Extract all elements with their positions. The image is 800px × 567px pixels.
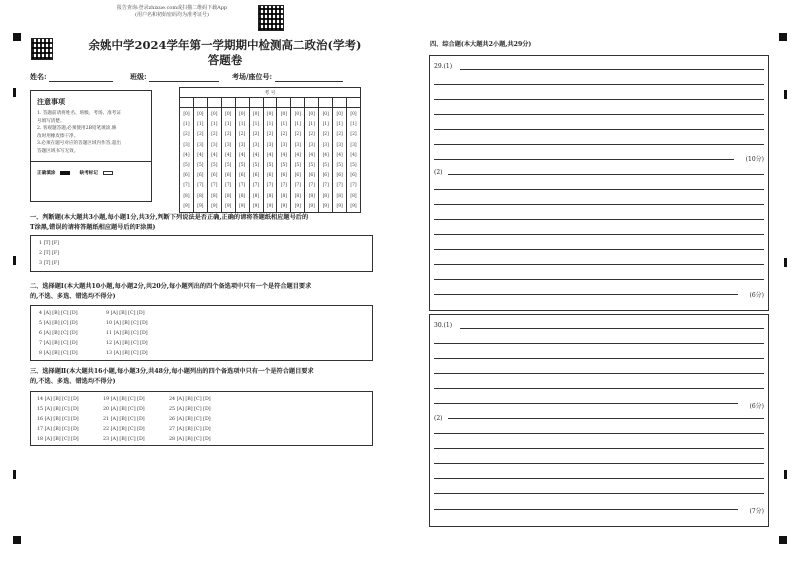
exam-digit-bubble[interactable]: [3] — [225, 142, 232, 148]
exam-digit-bubble[interactable]: [7] — [197, 183, 204, 189]
answer-line[interactable] — [434, 219, 764, 220]
choice-row[interactable]: 16 [A] [B] [C] [D] — [37, 417, 79, 422]
notes-item: 答题区域书写无效。 — [37, 148, 79, 154]
exam-digit-bubble[interactable]: [2] — [280, 132, 288, 138]
exam-digit-bubble[interactable]: [6] — [350, 173, 357, 179]
seat-field[interactable] — [275, 73, 343, 82]
qr-code-icon — [31, 38, 53, 60]
exam-digit-bubble[interactable]: [7] — [225, 183, 232, 189]
q29-label: 29.(1) — [434, 63, 453, 70]
mark-example-row — [37, 170, 121, 176]
exam-digit-bubble[interactable]: [8] — [211, 193, 218, 199]
choice-row[interactable]: 10 [A] [B] [C] [D] — [106, 321, 148, 326]
exam-number-write-cell[interactable] — [235, 98, 249, 108]
registration-mark — [13, 88, 16, 97]
choice-row[interactable]: 8 [A] [B] [C] [D] — [39, 351, 78, 356]
exam-number-write-cell[interactable] — [333, 98, 347, 108]
q30-part2-label: (2) — [434, 415, 443, 422]
q29-answer-box — [429, 55, 769, 311]
exam-digit-bubble[interactable]: [8] — [350, 193, 357, 199]
choice-row[interactable]: 13 [A] [B] [C] [D] — [106, 351, 148, 356]
exam-digit-bubble[interactable]: [5] — [336, 163, 343, 169]
exam-digit-bubble[interactable]: [8] — [280, 193, 288, 199]
exam-number-digit-column — [291, 108, 305, 213]
exam-digit-bubble[interactable]: [0] — [266, 112, 274, 117]
answer-line[interactable] — [434, 159, 734, 160]
exam-digit-bubble[interactable]: [9] — [308, 203, 315, 209]
exam-digit-bubble[interactable]: [7] — [280, 183, 288, 189]
notes-divider — [31, 161, 151, 162]
exam-digit-bubble[interactable]: [7] — [308, 183, 315, 189]
exam-number-digit-column — [305, 108, 319, 213]
answer-line[interactable] — [434, 448, 764, 449]
exam-digit-bubble[interactable]: [1] — [336, 122, 343, 128]
choice-row[interactable]: 19 [A] [B] [C] [D] — [103, 397, 145, 402]
exam-digit-bubble[interactable]: [4] — [252, 152, 260, 158]
seat-field-row — [232, 72, 343, 82]
exam-digit-bubble[interactable]: [4] — [197, 152, 204, 158]
exam-digit-bubble[interactable]: [3] — [197, 142, 204, 148]
registration-mark — [784, 258, 787, 267]
exam-digit-bubble[interactable]: [8] — [183, 193, 190, 199]
exam-digit-bubble[interactable]: [1] — [239, 122, 246, 128]
filled-mark-icon — [60, 171, 70, 175]
choice-row[interactable]: 23 [A] [B] [C] [D] — [103, 437, 145, 442]
exam-number-write-cell[interactable] — [277, 98, 291, 108]
exam-number-header: 考 号 — [180, 88, 361, 98]
exam-digit-bubble[interactable]: [0] — [350, 112, 357, 117]
registration-mark — [13, 536, 21, 544]
notes-item: 改时用橡皮擦干净。 — [37, 133, 79, 139]
choice-row[interactable]: 22 [A] [B] [C] [D] — [103, 427, 145, 432]
notes-item: 3.必须在题号对应的答题区域内作答,超出 — [37, 141, 121, 146]
exam-digit-bubble[interactable]: [2] — [197, 132, 204, 138]
report-notice-line1: 报告查询:登录zhixue.com或扫描二维码下载App — [116, 5, 228, 11]
registration-mark — [784, 470, 787, 479]
tf-row[interactable]: 2 [T] [F] — [39, 251, 60, 256]
exam-digit-bubble[interactable]: [5] — [294, 163, 301, 169]
exam-digit-bubble[interactable]: [5] — [266, 163, 274, 169]
choice-row[interactable]: 27 [A] [B] [C] [D] — [169, 427, 211, 432]
answer-line[interactable] — [434, 99, 764, 100]
section3-title — [30, 367, 372, 386]
exam-digit-bubble[interactable]: [1] — [225, 122, 232, 128]
exam-digit-bubble[interactable]: [4] — [266, 152, 274, 158]
exam-digit-bubble[interactable]: [4] — [294, 152, 301, 158]
answer-line[interactable] — [434, 403, 738, 404]
exam-number-digit-column — [180, 108, 194, 213]
choice-row[interactable]: 7 [A] [B] [C] [D] — [39, 341, 78, 346]
exam-digit-bubble[interactable]: [1] — [322, 122, 329, 128]
qr-code-icon — [258, 5, 284, 31]
answer-line[interactable] — [434, 478, 764, 479]
exam-digit-bubble[interactable]: [5] — [322, 163, 329, 169]
answer-line[interactable] — [434, 433, 764, 434]
registration-mark — [13, 470, 16, 479]
exam-digit-bubble[interactable]: [7] — [266, 183, 274, 189]
answer-line[interactable] — [434, 463, 764, 464]
exam-digit-bubble[interactable]: [4] — [183, 152, 190, 158]
exam-digit-bubble[interactable]: [8] — [252, 193, 260, 199]
exam-digit-bubble[interactable]: [6] — [280, 173, 288, 179]
exam-digit-bubble[interactable]: [3] — [350, 142, 357, 148]
q30-part1-score: (6分) — [749, 403, 764, 410]
q30-label: 30.(1) — [434, 322, 453, 329]
exam-digit-bubble[interactable]: [1] — [266, 122, 274, 128]
exam-digit-bubble[interactable]: [0] — [252, 112, 260, 117]
exam-digit-bubble[interactable]: [0] — [239, 112, 246, 117]
exam-digit-bubble[interactable]: [7] — [294, 183, 301, 189]
notes-item: 号填写清楚。 — [37, 118, 65, 124]
choice-row[interactable]: 26 [A] [B] [C] [D] — [169, 417, 211, 422]
section1-title-line2: T涂黑,错误的请将答题纸相应题号后的F涂黑) — [30, 223, 156, 231]
exam-digit-bubble[interactable]: [3] — [252, 142, 260, 148]
exam-digit-bubble[interactable]: [4] — [322, 152, 329, 158]
exam-digit-bubble[interactable]: [0] — [225, 112, 232, 117]
exam-digit-bubble[interactable]: [8] — [294, 193, 301, 199]
exam-digit-bubble[interactable]: [6] — [211, 173, 218, 179]
choice-row[interactable]: 12 [A] [B] [C] [D] — [106, 341, 148, 346]
answer-line[interactable] — [448, 418, 764, 419]
exam-digit-bubble[interactable]: [0] — [294, 112, 301, 117]
exam-digit-bubble[interactable]: [3] — [183, 142, 190, 148]
exam-digit-bubble[interactable]: [4] — [225, 152, 232, 158]
exam-digit-bubble[interactable]: [7] — [336, 183, 343, 189]
exam-digit-bubble[interactable]: [2] — [183, 132, 190, 138]
choice-row[interactable]: 6 [A] [B] [C] [D] — [39, 331, 78, 336]
exam-digit-bubble[interactable]: [1] — [252, 122, 260, 128]
exam-number-digit-column — [333, 108, 347, 213]
choice-row[interactable]: 15 [A] [B] [C] [D] — [37, 407, 79, 412]
exam-digit-bubble[interactable]: [5] — [280, 163, 288, 169]
exam-digit-bubble[interactable]: [7] — [350, 183, 357, 189]
exam-number-digit-column — [235, 108, 249, 213]
page-title — [80, 38, 370, 68]
exam-digit-bubble[interactable]: [8] — [266, 193, 274, 199]
exam-digit-bubble[interactable]: [2] — [336, 132, 343, 138]
exam-digit-bubble[interactable]: [8] — [336, 193, 343, 199]
registration-mark — [784, 90, 787, 99]
exam-digit-bubble[interactable]: [9] — [183, 203, 190, 209]
exam-number-write-cell[interactable] — [221, 98, 235, 108]
report-notice-line2: (用户名和初始密码均为准考证号) — [135, 12, 209, 18]
exam-number-write-cell[interactable] — [193, 98, 207, 108]
q30-part2-score: (7分) — [749, 508, 764, 515]
exam-digit-bubble[interactable]: [7] — [252, 183, 260, 189]
choice-row[interactable]: 25 [A] [B] [C] [D] — [169, 407, 211, 412]
exam-digit-bubble[interactable]: [7] — [211, 183, 218, 189]
answer-line[interactable] — [434, 204, 764, 205]
exam-number-write-cell[interactable] — [347, 98, 361, 108]
exam-digit-bubble[interactable]: [4] — [308, 152, 315, 158]
exam-digit-bubble[interactable]: [4] — [239, 152, 246, 158]
answer-line[interactable] — [434, 388, 764, 389]
exam-digit-bubble[interactable]: [3] — [211, 142, 218, 148]
registration-mark — [13, 33, 21, 41]
answer-line[interactable] — [434, 264, 764, 265]
exam-digit-bubble[interactable]: [0] — [211, 112, 218, 117]
exam-digit-bubble[interactable]: [9] — [294, 203, 301, 209]
exam-digit-bubble[interactable]: [5] — [225, 163, 232, 169]
name-field[interactable] — [49, 73, 113, 82]
exam-digit-bubble[interactable]: [7] — [322, 183, 329, 189]
choice-row[interactable]: 14 [A] [B] [C] [D] — [37, 397, 79, 402]
exam-digit-bubble[interactable]: [0] — [280, 112, 288, 117]
exam-digit-bubble[interactable]: [3] — [322, 142, 329, 148]
seat-label: 考场/座位号: — [232, 72, 273, 81]
exam-digit-bubble[interactable]: [9] — [197, 203, 204, 209]
exam-digit-bubble[interactable]: [4] — [211, 152, 218, 158]
section3-answer-box — [30, 391, 373, 446]
exam-digit-bubble[interactable]: [6] — [239, 173, 246, 179]
section2-title — [30, 282, 372, 301]
exam-number-write-cell[interactable] — [180, 98, 194, 108]
exam-digit-bubble[interactable]: [9] — [211, 203, 218, 209]
choice-row[interactable]: 18 [A] [B] [C] [D] — [37, 437, 79, 442]
exam-digit-bubble[interactable]: [0] — [197, 112, 204, 117]
answer-line[interactable] — [434, 294, 738, 295]
exam-digit-bubble[interactable]: [9] — [336, 203, 343, 209]
exam-digit-bubble[interactable]: [5] — [239, 163, 246, 169]
exam-number-digit-column — [207, 108, 221, 213]
exam-digit-bubble[interactable]: [2] — [322, 132, 329, 138]
registration-mark — [779, 536, 787, 544]
choice-row[interactable]: 4 [A] [B] [C] [D] — [39, 311, 78, 316]
exam-digit-bubble[interactable]: [2] — [350, 132, 357, 138]
answer-line[interactable] — [434, 493, 764, 494]
answer-line[interactable] — [434, 189, 764, 190]
section1-answer-box — [30, 235, 373, 272]
exam-digit-bubble[interactable]: [5] — [308, 163, 315, 169]
exam-digit-bubble[interactable]: [3] — [239, 142, 246, 148]
exam-digit-bubble[interactable]: [9] — [239, 203, 246, 209]
exam-number-write-cell[interactable] — [305, 98, 319, 108]
section1-title — [30, 213, 372, 232]
exam-digit-bubble[interactable]: [6] — [308, 173, 315, 179]
choice-row[interactable]: 11 [A] [B] [C] [D] — [106, 331, 148, 336]
class-field[interactable] — [149, 73, 219, 82]
exam-digit-bubble[interactable]: [5] — [183, 163, 190, 169]
exam-digit-bubble[interactable]: [2] — [266, 132, 274, 138]
exam-digit-bubble[interactable]: [0] — [322, 112, 329, 117]
answer-line[interactable] — [434, 509, 738, 510]
missing-mark-label: 缺考标记 — [79, 171, 98, 176]
choice-row[interactable]: 9 [A] [B] [C] [D] — [106, 311, 145, 316]
answer-line[interactable] — [434, 144, 764, 145]
tf-row[interactable]: 3 [T] [F] — [39, 261, 60, 266]
exam-digit-bubble[interactable]: [0] — [308, 112, 315, 117]
exam-digit-bubble[interactable]: [8] — [322, 193, 329, 199]
answer-line[interactable] — [460, 69, 764, 70]
choice-row[interactable]: 17 [A] [B] [C] [D] — [37, 427, 79, 432]
exam-number-digit-column — [277, 108, 291, 213]
answer-line[interactable] — [434, 249, 764, 250]
exam-digit-bubble[interactable]: [5] — [350, 163, 357, 169]
exam-number-write-cell[interactable] — [319, 98, 333, 108]
answer-line[interactable] — [434, 373, 764, 374]
exam-digit-bubble[interactable]: [1] — [211, 122, 218, 128]
class-field-row — [130, 72, 219, 82]
exam-digit-bubble[interactable]: [2] — [225, 132, 232, 138]
exam-digit-bubble[interactable]: [1] — [350, 122, 357, 128]
exam-digit-bubble[interactable]: [6] — [183, 173, 190, 179]
notes-title: 注意事项 — [37, 97, 65, 106]
exam-digit-bubble[interactable]: [2] — [308, 132, 315, 138]
exam-digit-bubble[interactable]: [8] — [308, 193, 315, 199]
exam-digit-bubble[interactable]: [9] — [350, 203, 357, 209]
exam-digit-bubble[interactable]: [8] — [239, 193, 246, 199]
exam-digit-bubble[interactable]: [3] — [308, 142, 315, 148]
exam-digit-bubble[interactable]: [5] — [252, 163, 260, 169]
exam-digit-bubble[interactable]: [6] — [266, 173, 274, 179]
q29-part2-label: (2) — [434, 169, 443, 176]
exam-number-write-cell[interactable] — [291, 98, 305, 108]
choice-row[interactable]: 28 [A] [B] [C] [D] — [169, 437, 211, 442]
exam-digit-bubble[interactable]: [1] — [308, 122, 315, 128]
exam-digit-bubble[interactable]: [1] — [294, 122, 301, 128]
section3-title-line1: 三、选择题Ⅱ(本大题共16小题,每小题3分,共48分,每小题列出的四个备选项中只有一个是符合题目要求 — [30, 368, 314, 375]
exam-number-digit-column — [221, 108, 235, 213]
section2-title-line2: 的,不选、多选、错选均不得分) — [30, 292, 116, 300]
exam-digit-bubble[interactable]: [0] — [183, 112, 190, 117]
exam-digit-bubble[interactable]: [8] — [197, 193, 204, 199]
q29-part2-score: (6分) — [749, 292, 764, 299]
choice-row[interactable]: 21 [A] [B] [C] [D] — [103, 417, 145, 422]
answer-line[interactable] — [460, 328, 764, 329]
section4-title: 四、综合题(本大题共2小题,共29分) — [430, 41, 532, 48]
exam-digit-bubble[interactable]: [0] — [336, 112, 343, 117]
exam-number-write-cell[interactable] — [249, 98, 263, 108]
section1-title-line1: 一、判断题(本大题共3小题,每小题1分,共3分,判断下列说法是否正确,正确的请将答题纸相应题号后的 — [30, 214, 309, 221]
section3-title-line2: 的,不选、多选、错选均不得分) — [30, 377, 116, 385]
answer-line[interactable] — [434, 114, 764, 115]
exam-number-digit-column — [347, 108, 361, 213]
exam-digit-bubble[interactable]: [4] — [280, 152, 288, 158]
exam-digit-bubble[interactable]: [9] — [266, 203, 274, 209]
exam-digit-bubble[interactable]: [3] — [294, 142, 301, 148]
answer-line[interactable] — [434, 343, 764, 344]
answer-line[interactable] — [434, 279, 764, 280]
exam-number-digit-column — [249, 108, 263, 213]
answer-line[interactable] — [434, 358, 764, 359]
exam-number-write-cell[interactable] — [263, 98, 277, 108]
exam-number-grid — [179, 87, 361, 213]
exam-digit-bubble[interactable]: [9] — [322, 203, 329, 209]
tf-row[interactable]: 1 [T] [F] — [39, 241, 60, 246]
exam-digit-bubble[interactable]: [9] — [280, 203, 288, 209]
exam-digit-bubble[interactable]: [2] — [294, 132, 301, 138]
exam-digit-bubble[interactable]: [1] — [183, 122, 190, 128]
exam-digit-bubble[interactable]: [4] — [350, 152, 357, 158]
exam-number-digit-column — [319, 108, 333, 213]
exam-digit-bubble[interactable]: [7] — [183, 183, 190, 189]
exam-number-digit-column — [193, 108, 207, 213]
exam-digit-bubble[interactable]: [6] — [252, 173, 260, 179]
exam-digit-bubble[interactable]: [6] — [197, 173, 204, 179]
answer-line[interactable] — [434, 84, 764, 85]
exam-digit-bubble[interactable]: [5] — [197, 163, 204, 169]
exam-digit-bubble[interactable]: [1] — [280, 122, 288, 128]
choice-row[interactable]: 20 [A] [B] [C] [D] — [103, 407, 145, 412]
exam-digit-bubble[interactable]: [1] — [197, 122, 204, 128]
choice-row[interactable]: 24 [A] [B] [C] [D] — [169, 397, 211, 402]
notes-box — [30, 90, 152, 202]
section2-answer-box — [30, 305, 373, 361]
exam-digit-bubble[interactable]: [6] — [336, 173, 343, 179]
title-line2: 答题卷 — [207, 53, 243, 67]
answer-line[interactable] — [448, 174, 764, 175]
exam-digit-bubble[interactable]: [9] — [252, 203, 260, 209]
exam-digit-bubble[interactable]: [3] — [336, 142, 343, 148]
exam-digit-bubble[interactable]: [6] — [294, 173, 301, 179]
name-field-row — [30, 72, 113, 82]
exam-digit-bubble[interactable]: [6] — [322, 173, 329, 179]
exam-number-digit-column — [263, 108, 277, 213]
q29-part1-score: (10分) — [745, 156, 764, 163]
missing-mark-box[interactable] — [103, 171, 113, 175]
name-label: 姓名: — [30, 72, 47, 81]
exam-digit-bubble[interactable]: [7] — [239, 183, 246, 189]
notes-item: 2. 客观题答题,必须使用2B铅笔填涂,修 — [37, 126, 117, 131]
exam-digit-bubble[interactable]: [2] — [252, 132, 260, 138]
choice-row[interactable]: 5 [A] [B] [C] [D] — [39, 321, 78, 326]
exam-digit-bubble[interactable]: [6] — [225, 173, 232, 179]
exam-digit-bubble[interactable]: [3] — [280, 142, 288, 148]
q30-answer-box — [429, 314, 769, 527]
registration-mark — [13, 256, 16, 265]
notes-item: 1. 答题前请将姓名、班级、考场、准考证 — [37, 111, 121, 116]
answer-line[interactable] — [434, 234, 764, 235]
exam-digit-bubble[interactable]: [8] — [225, 193, 232, 199]
class-label: 班级: — [130, 72, 147, 81]
report-notice — [92, 5, 252, 19]
correct-fill-label: 正确填涂 — [37, 171, 56, 176]
exam-digit-bubble[interactable]: [2] — [239, 132, 246, 138]
title-line1: 余姚中学2024学年第一学期期中检测高二政治(学考) — [88, 38, 362, 52]
exam-digit-bubble[interactable]: [4] — [336, 152, 343, 158]
registration-mark — [779, 33, 787, 41]
exam-digit-bubble[interactable]: [9] — [225, 203, 232, 209]
answer-line[interactable] — [434, 129, 764, 130]
exam-digit-bubble[interactable]: [2] — [211, 132, 218, 138]
exam-digit-bubble[interactable]: [3] — [266, 142, 274, 148]
section2-title-line1: 二、选择题Ⅰ(本大题共10小题,每小题2分,共20分,每小题列出的四个备选项中只有一个是符合题目要求 — [30, 283, 312, 290]
exam-digit-bubble[interactable]: [5] — [211, 163, 218, 169]
exam-number-write-cell[interactable] — [207, 98, 221, 108]
